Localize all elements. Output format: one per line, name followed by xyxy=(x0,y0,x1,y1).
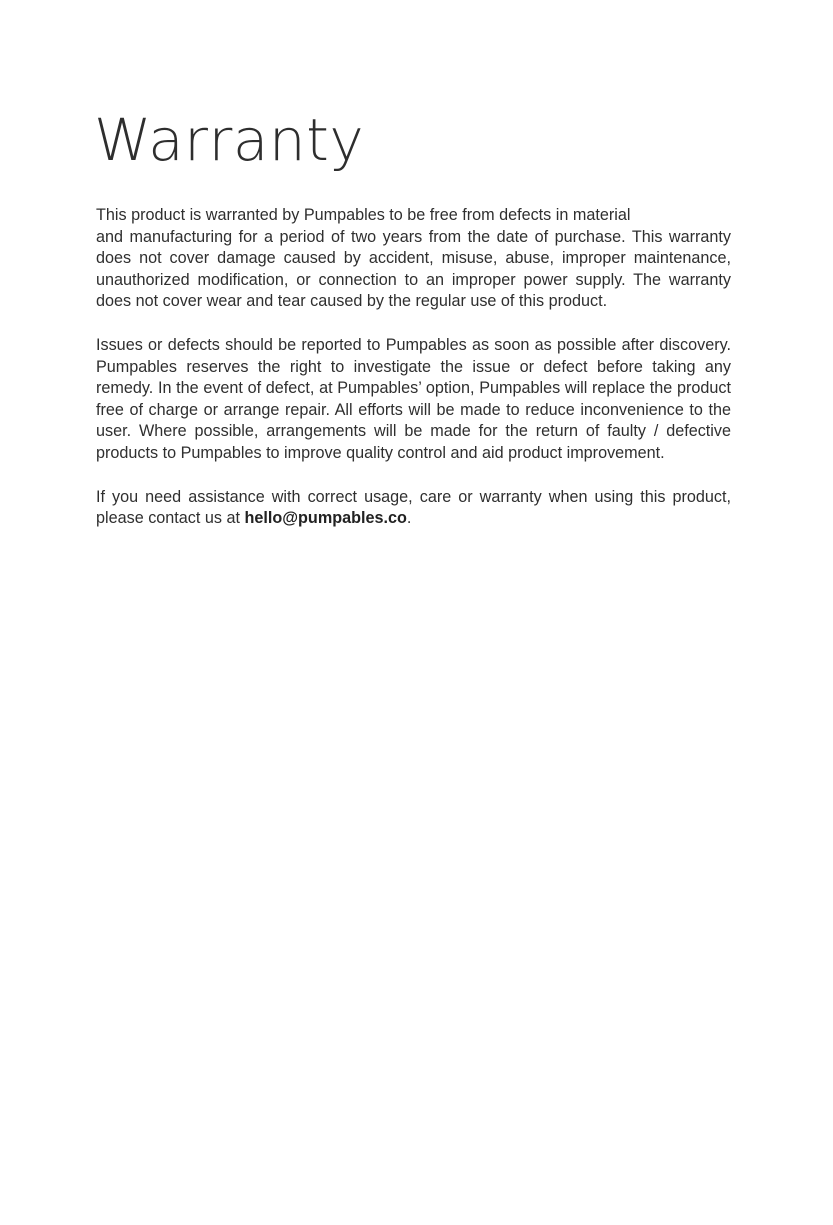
warranty-paragraph-2: Issues or defects should be reported to Pumpables as soon as possible after discovery. Pumpables reserves the right to investigate the issue or defect before taking any remedy. In the event of defect, at Pumpables’ option, Pumpables will replace the product free of charge or arrange repair. All efforts will be made to reduce inconvenience to the user. Where possible, arrangements will be made for the return of faulty / defective products to Pumpables to improve quality control and aid product improvement. xyxy=(96,335,731,462)
paragraph-1-body: and manufacturing for a period of two years from the date of purchase. This warranty does not cover damage caused by accident, misuse, abuse, improper maintenance, unauthorized modification, or connection to an improper power supply. The warranty does not cover wear and tear caused by the regular use of this product. xyxy=(96,227,731,311)
paragraph-3-end: . xyxy=(406,509,412,528)
contact-email: hello@pumpables.co xyxy=(244,509,407,528)
warranty-paragraph-1 xyxy=(96,205,731,313)
warranty-paragraph-3 xyxy=(96,487,731,530)
warranty-page xyxy=(96,100,731,552)
page-title: Warranty xyxy=(94,106,365,174)
paragraph-1-first-line: This product is warranted by Pumpables to be free from defects in material xyxy=(96,206,631,224)
paragraph-3-text: If you need assistance with correct usage, care or warranty when using this product, please contact us at xyxy=(96,487,731,528)
